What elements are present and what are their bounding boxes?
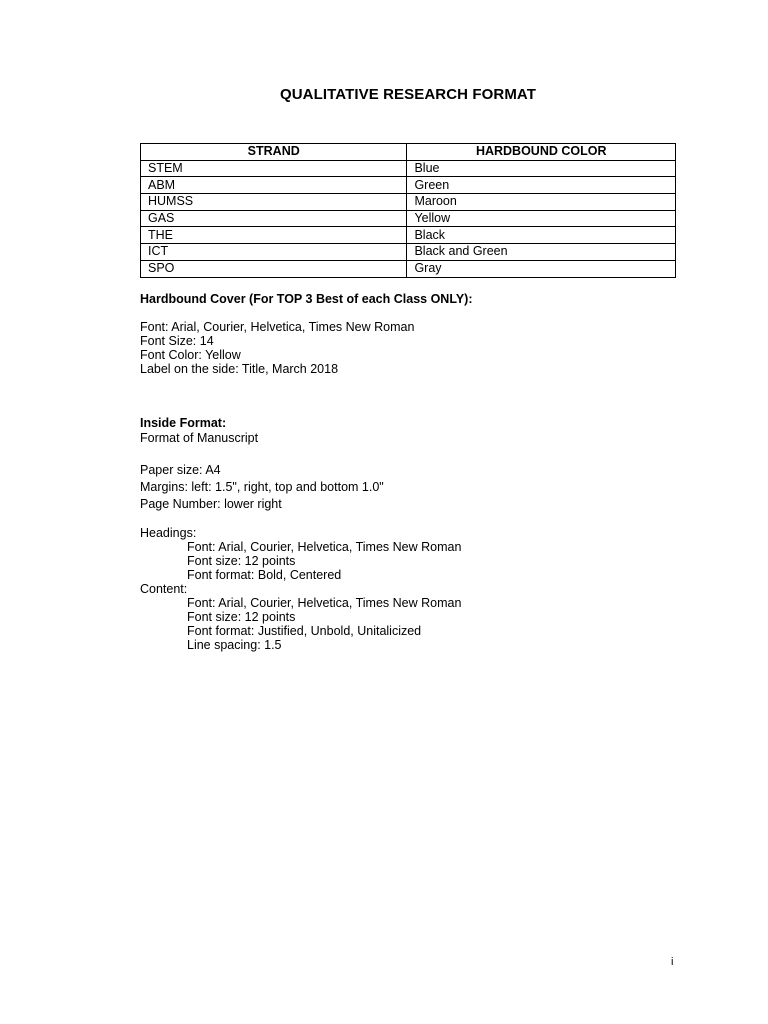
hardbound-font-color: Font Color: Yellow (140, 348, 241, 362)
table-row (141, 244, 676, 261)
table-header-row (141, 144, 676, 161)
color-cell: Blue (407, 160, 676, 177)
page-number-rule: Page Number: lower right (140, 497, 282, 511)
color-cell: Gray (407, 260, 676, 277)
table-row (141, 177, 676, 194)
color-cell: Black (407, 227, 676, 244)
hardbound-label: Label on the side: Title, March 2018 (140, 362, 339, 376)
hardbound-details (140, 320, 414, 376)
headings-font-size: Font size: 12 points (187, 554, 296, 568)
margins: Margins: left: 1.5", right, top and bottom 1.0" (140, 480, 384, 494)
strand-color-table (140, 143, 676, 278)
headings-label: Headings: (140, 526, 197, 540)
content-font-format: Font format: Justified, Unbold, Unitalicized (187, 624, 422, 638)
strand-cell: STEM (141, 160, 407, 177)
column-header-hardbound-color: HARDBOUND COLOR (407, 144, 676, 161)
strand-cell: ICT (141, 244, 407, 261)
column-header-strand: STRAND (141, 144, 407, 161)
strand-cell: HUMSS (141, 194, 407, 211)
color-cell: Black and Green (407, 244, 676, 261)
content-font: Font: Arial, Courier, Helvetica, Times New Roman (187, 596, 462, 610)
table-row (141, 260, 676, 277)
page-number: i (671, 956, 674, 968)
headings-font: Font: Arial, Courier, Helvetica, Times New Roman (187, 540, 462, 554)
headings-content-spec (140, 526, 461, 652)
inside-format-subheading: Format of Manuscript (140, 431, 259, 445)
document-title: QUALITATIVE RESEARCH FORMAT (279, 86, 537, 103)
inside-format-heading: Inside Format: (140, 416, 227, 430)
color-cell: Green (407, 177, 676, 194)
headings-font-format: Font format: Bold, Centered (187, 568, 342, 582)
color-cell: Maroon (407, 194, 676, 211)
hardbound-font-size: Font Size: 14 (140, 334, 214, 348)
color-cell: Yellow (407, 210, 676, 227)
strand-cell: ABM (141, 177, 407, 194)
table-row (141, 160, 676, 177)
hardbound-font: Font: Arial, Courier, Helvetica, Times New Roman (140, 320, 415, 334)
content-label: Content: (140, 582, 188, 596)
strand-cell: SPO (141, 260, 407, 277)
table-row (141, 194, 676, 211)
table-row (141, 227, 676, 244)
hardbound-heading: Hardbound Cover (For TOP 3 Best of each Class ONLY): (140, 292, 473, 306)
strand-cell: THE (141, 227, 407, 244)
paper-size: Paper size: A4 (140, 463, 221, 477)
strand-cell: GAS (141, 210, 407, 227)
content-line-spacing: Line spacing: 1.5 (187, 638, 282, 652)
content-font-size: Font size: 12 points (187, 610, 296, 624)
table-row (141, 210, 676, 227)
